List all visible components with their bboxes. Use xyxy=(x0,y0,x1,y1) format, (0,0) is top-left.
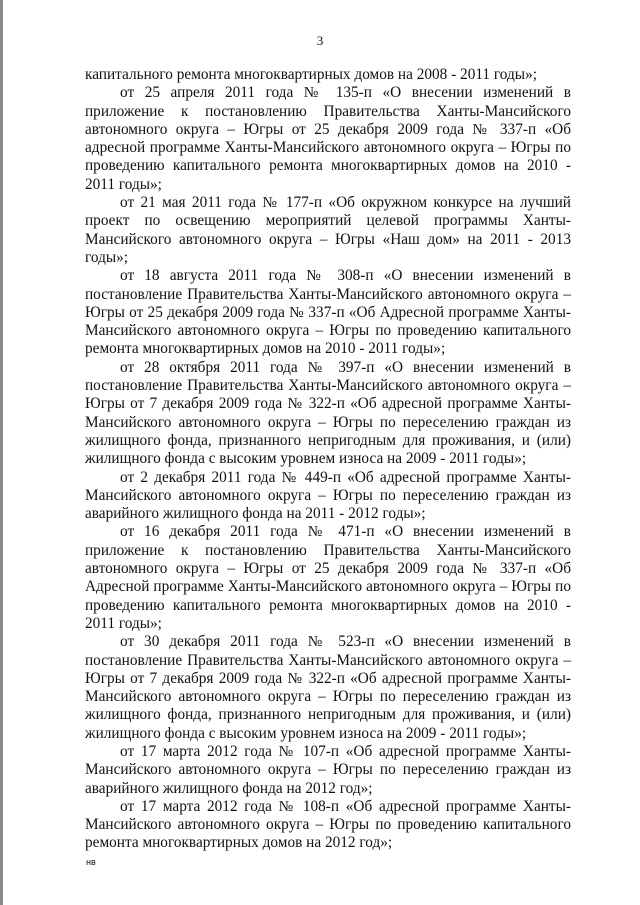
scan-left-border xyxy=(0,0,3,905)
footer-initials: нв xyxy=(86,857,96,867)
page-number: 3 xyxy=(316,33,324,48)
paragraph-resolution-471: от 16 декабря 2011 года № 471-п «О внесении изменений в приложение к постановлению Правительства Ханты-Мансийского автономного округа – Югры от 25 декабря 2009 года № 337-п «Об Адресной программе Ханты-Мансийского автономного округа – Югры по проведению капитального ремонта многоквартирных домов на 2010 - 2011 годы»; xyxy=(85,523,571,632)
paragraph-resolution-107: от 17 марта 2012 года № 107-п «Об адресной программе Ханты-Мансийского автономного округа – Югры по переселению граждан из аварийного жилищного фонда на 2012 год»; xyxy=(85,742,571,797)
paragraph-continuation: капитального ремонта многоквартирных домов на 2008 - 2011 годы»; xyxy=(85,66,537,83)
paragraph-resolution-308: от 18 августа 2011 года № 308-п «О внесении изменений в постановление Правительства Ханты-Мансийского автономного округа – Югры от 25 декабря 2009 года № 337-п «Об Адресной программе Ханты-Мансийского автономного округа – Югры по проведению капитального ремонта многоквартирных домов на 2010 - 2011 годы»; xyxy=(85,267,571,358)
paragraph-resolution-108: от 17 марта 2012 года № 108-п «Об адресной программе Ханты-Мансийского автономного округа – Югры по проведению капитального ремонта многоквартирных домов на 2012 год»; xyxy=(85,797,571,852)
paragraph-resolution-135: от 25 апреля 2011 года № 135-п «О внесении изменений в приложение к постановлению Правительства Ханты-Мансийского автономного округа – Югры от 25 декабря 2009 года № 337-п «Об адресной программе Ханты-Мансийского автономного округа – Югры по проведению капитального ремонта многоквартирных домов на 2010 - 2011 годы»; xyxy=(85,84,571,193)
paragraph-resolution-523: от 30 декабря 2011 года № 523-п «О внесении изменений в постановление Правительства Ханты-Мансийского автономного округа – Югры от 7 декабря 2009 года № 322-п «Об адресной программе Ханты-Мансийского автономного округа – Югры по переселению граждан из жилищного фонда, признанного непригодным для проживания, и (или) жилищного фонда с высоким уровнем износа на 2009 - 2011 годы»; xyxy=(85,633,571,742)
paragraph-resolution-177: от 21 мая 2011 года № 177-п «Об окружном конкурсе на лучший проект по освещению мероприятий целевой программы Ханты-Мансийского автономного округа – Югры «Наш дом» на 2011 - 2013 годы»; xyxy=(85,194,571,266)
paragraph-resolution-397: от 28 октября 2011 года № 397-п «О внесении изменений в постановление Правительства Ханты-Мансийского автономного округа – Югры от 7 декабря 2009 года № 322-п «Об адресной программе Ханты-Мансийского автономного округа – Югры по переселению граждан из жилищного фонда, признанного непригодным для проживания, и (или) жилищного фонда с высоким уровнем износа на 2009 - 2011 годы»; xyxy=(85,358,571,468)
paragraph-resolution-449: от 2 декабря 2011 года № 449-п «Об адресной программе Ханты-Мансийского автономного округа – Югры по переселению граждан из аварийного жилищного фонда на 2011 - 2012 годы»; xyxy=(85,468,571,523)
document-body xyxy=(85,66,571,853)
